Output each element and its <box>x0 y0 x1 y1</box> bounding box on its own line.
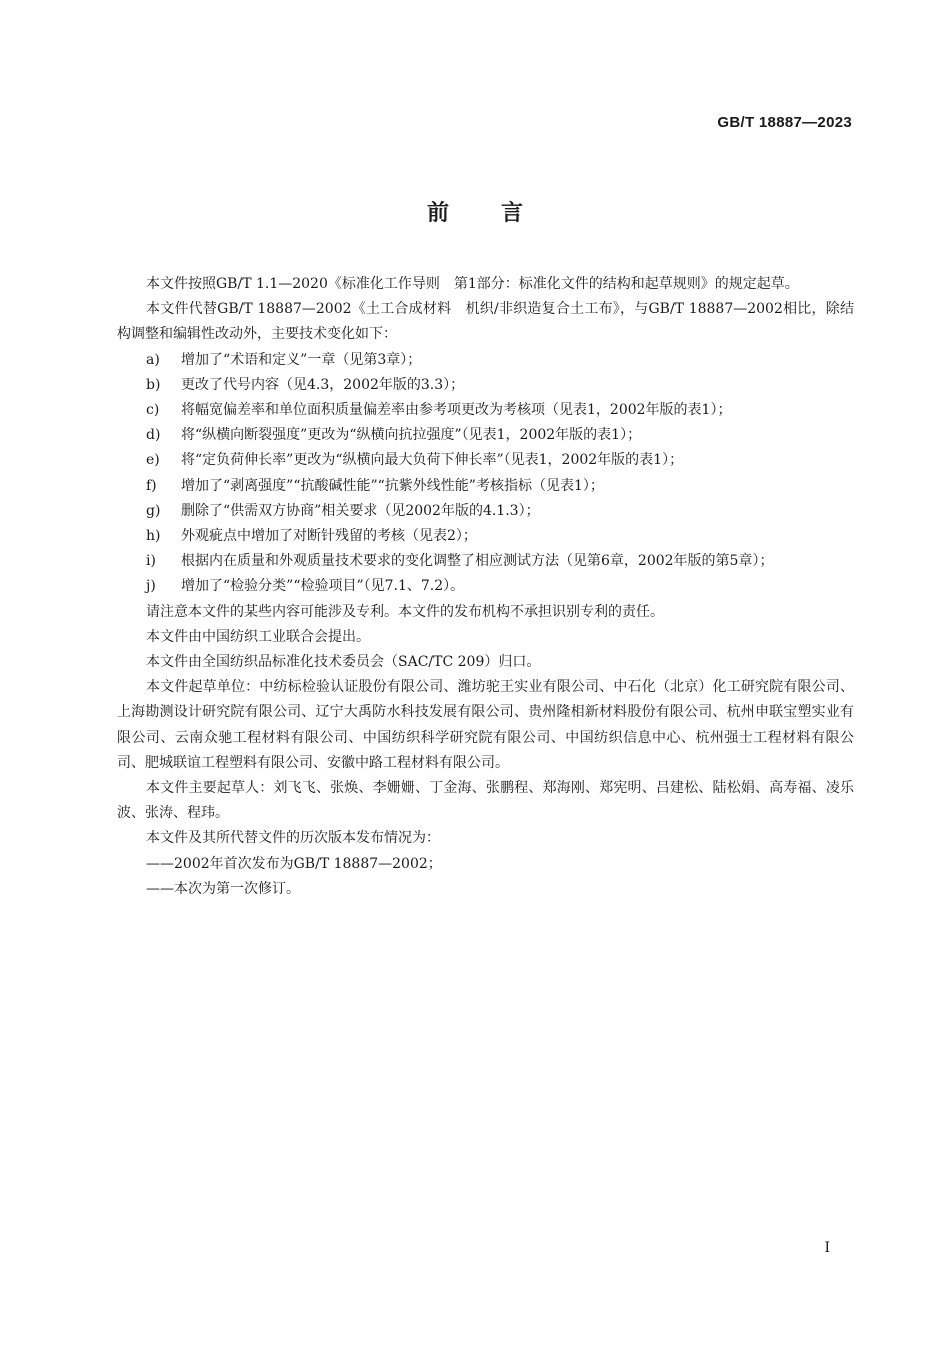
list-text: 外观疵点中增加了对断针残留的考核（见表2）； <box>181 528 477 545</box>
list-mark: e) <box>146 452 160 469</box>
list-item <box>117 574 854 599</box>
paragraph-proposer: 本文件由中国纺织工业联合会提出。 <box>146 628 370 645</box>
paragraph-drafting-rule: 本文件按照GB/T 1.1—2020《标准化工作导则 第1部分：标准化文件的结构和起草规则》的规定起草。 <box>146 276 799 292</box>
list-item <box>117 348 854 373</box>
list-item <box>117 423 854 448</box>
page-title: 前言 <box>426 201 575 226</box>
list-text: 将“纵横向断裂强度”更改为“纵横向抗拉强度”（见表1，2002年版的表1）； <box>181 427 642 444</box>
list-mark: g) <box>146 502 161 519</box>
list-mark: b) <box>146 376 161 393</box>
list-mark: a) <box>146 351 160 368</box>
list-item <box>117 448 854 473</box>
list-mark: h) <box>146 528 161 545</box>
list-text: 增加了“术语和定义”一章（见第3章）； <box>181 351 422 368</box>
list-mark: f) <box>146 477 157 494</box>
list-text: 增加了“剥离强度”“抗酸碱性能”“抗紫外线性能”考核指标（见表1）； <box>181 477 604 494</box>
paragraph-replacement: 本文件代替GB/T 18887—2002《土工合成材料 机织/非织造复合土工布》，与GB/T 18887—2002相比，除结构调整和编辑性改动外，主要技术变化如下： <box>117 301 854 343</box>
list-item <box>117 499 854 524</box>
changes-list <box>117 348 854 600</box>
page-number: I <box>824 1240 830 1256</box>
paragraph-drafting-units: 本文件起草单位：中纺标检验认证股份有限公司、潍坊驼王实业有限公司、中石化（北京）化工研究院有限公司、上海勘测设计研究院有限公司、辽宁大禹防水科技发展有限公司、贵州隆相新材料股份有限公司、杭州申联宝塑实业有限公司、云南众驰工程材料有限公司、中国纺织科学研究院有限公司、中国纺织信息中心、杭州强士工程材料有限公司、肥城联谊工程塑料有限公司、安徽中路工程材料有限公司。 <box>117 679 854 771</box>
paragraph-drafters: 本文件主要起草人：刘飞飞、张焕、李姗姗、丁金海、张鹏程、郑海刚、郑宪明、吕建松、陆松娟、高寿福、凌乐波、张涛、程玮。 <box>117 780 854 822</box>
list-item <box>117 373 854 398</box>
list-mark: j) <box>146 578 156 595</box>
list-item <box>117 474 854 499</box>
history-item: ——2002年首次发布为GB/T 18887—2002； <box>146 855 442 872</box>
list-text: 将“定负荷伸长率”更改为“纵横向最大负荷下伸长率”（见表1，2002年版的表1）； <box>181 452 684 469</box>
list-text: 将幅宽偏差率和单位面积质量偏差率由参考项更改为考核项（见表1，2002年版的表1）； <box>181 402 732 419</box>
list-mark: i) <box>146 553 156 570</box>
paragraph-committee: 本文件由全国纺织品标准化技术委员会（SAC/TC 209）归口。 <box>146 654 541 671</box>
foreword-body <box>117 272 854 902</box>
standard-code: GB/T 18887—2023 <box>717 114 852 131</box>
list-mark: d) <box>146 427 161 444</box>
paragraph-history-intro: 本文件及其所代替文件的历次版本发布情况为： <box>146 830 440 847</box>
list-item <box>117 549 854 574</box>
list-item <box>117 524 854 549</box>
list-text: 根据内在质量和外观质量技术要求的变化调整了相应测试方法（见第6章，2002年版的第5章）； <box>181 553 774 570</box>
list-text: 删除了“供需双方协商”相关要求（见2002年版的4.1.3）； <box>181 502 540 519</box>
list-item <box>117 398 854 423</box>
history-item: ——本次为第一次修订。 <box>146 880 300 897</box>
list-mark: c) <box>146 402 160 419</box>
list-text: 增加了“检验分类”“检验项目”（见7.1、7.2）。 <box>181 578 465 595</box>
paragraph-patent-notice: 请注意本文件的某些内容可能涉及专利。本文件的发布机构不承担识别专利的责任。 <box>146 603 664 620</box>
list-text: 更改了代号内容（见4.3，2002年版的3.3）； <box>181 376 465 393</box>
